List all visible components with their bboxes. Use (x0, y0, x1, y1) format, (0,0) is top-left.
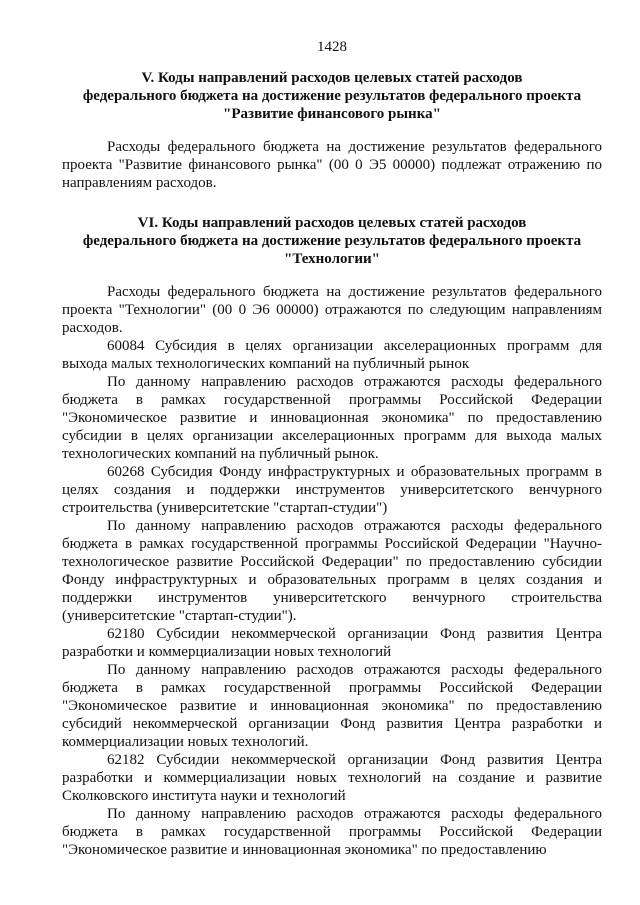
expense-code-description: По данному направлению расходов отражаются расходы федерального бюджета в рамках государственной программы Российской Федерации "Научно-технологическое развитие Российской Федерации" по предоставлению субсидии Фонду инфраструктурных и образовательных программ в целях создания и поддержки инструментов университетского венчурного строительства (университетские "стартап-студии"). (62, 518, 602, 624)
section-6-intro: Расходы федерального бюджета на достижение результатов федерального проекта "Технологии" (00 0 Э6 00000) отражаются по следующим направлениям расходов. (62, 284, 602, 336)
section-6-heading-line-3: "Технологии" (284, 251, 380, 267)
section-5-heading-line-3: "Развитие финансового рынка" (223, 106, 441, 122)
expense-code-description: По данному направлению расходов отражаются расходы федерального бюджета в рамках государственной программы Российской Федерации "Экономическое развитие и инновационная экономика" по предоставлению субсидий некоммерческой организации Фонд развития Центра разработки и коммерциализации новых технологий. (62, 662, 602, 750)
section-6-heading-line-1: VI. Коды направлений расходов целевых статей расходов (137, 215, 527, 231)
section-5-heading (62, 69, 602, 123)
section-6-heading-line-2: федерального бюджета на достижение результатов федерального проекта (82, 233, 582, 249)
page-number: 1428 (317, 39, 347, 55)
expense-code-title: 62180 Субсидии некоммерческой организации Фонд развития Центра разработки и коммерциализации новых технологий (62, 626, 602, 660)
expense-code-title: 60084 Субсидия в целях организации акселерационных программ для выхода малых технологических компаний на публичный рынок (62, 338, 602, 372)
section-6-heading (62, 214, 602, 268)
document-page (62, 38, 602, 859)
expense-code-title: 62182 Субсидии некоммерческой организации Фонд развития Центра разработки и коммерциализации новых технологий на создание и развитие Сколковского института науки и технологий (62, 752, 602, 804)
section-5-heading-line-1: V. Коды направлений расходов целевых статей расходов (141, 70, 523, 86)
expense-code-title: 60268 Субсидия Фонду инфраструктурных и образовательных программ в целях создания и поддержки инструментов университетского венчурного строительства (университетские "стартап-студии") (62, 464, 602, 516)
expense-code-description: По данному направлению расходов отражаются расходы федерального бюджета в рамках государственной программы Российской Федерации "Экономическое развитие и инновационная экономика" по предоставлению (62, 806, 602, 858)
expense-code-description: По данному направлению расходов отражаются расходы федерального бюджета в рамках государственной программы Российской Федерации "Экономическое развитие и инновационная экономика" по предоставлению субсидии в целях организации акселерационных программ для выхода малых технологических компаний на публичный рынок. (62, 374, 602, 462)
section-5-paragraph: Расходы федерального бюджета на достижение результатов федерального проекта "Развитие финансового рынка" (00 0 Э5 00000) подлежат отражению по направлениям расходов. (62, 139, 602, 191)
section-5-heading-line-2: федерального бюджета на достижение результатов федерального проекта (82, 88, 582, 104)
